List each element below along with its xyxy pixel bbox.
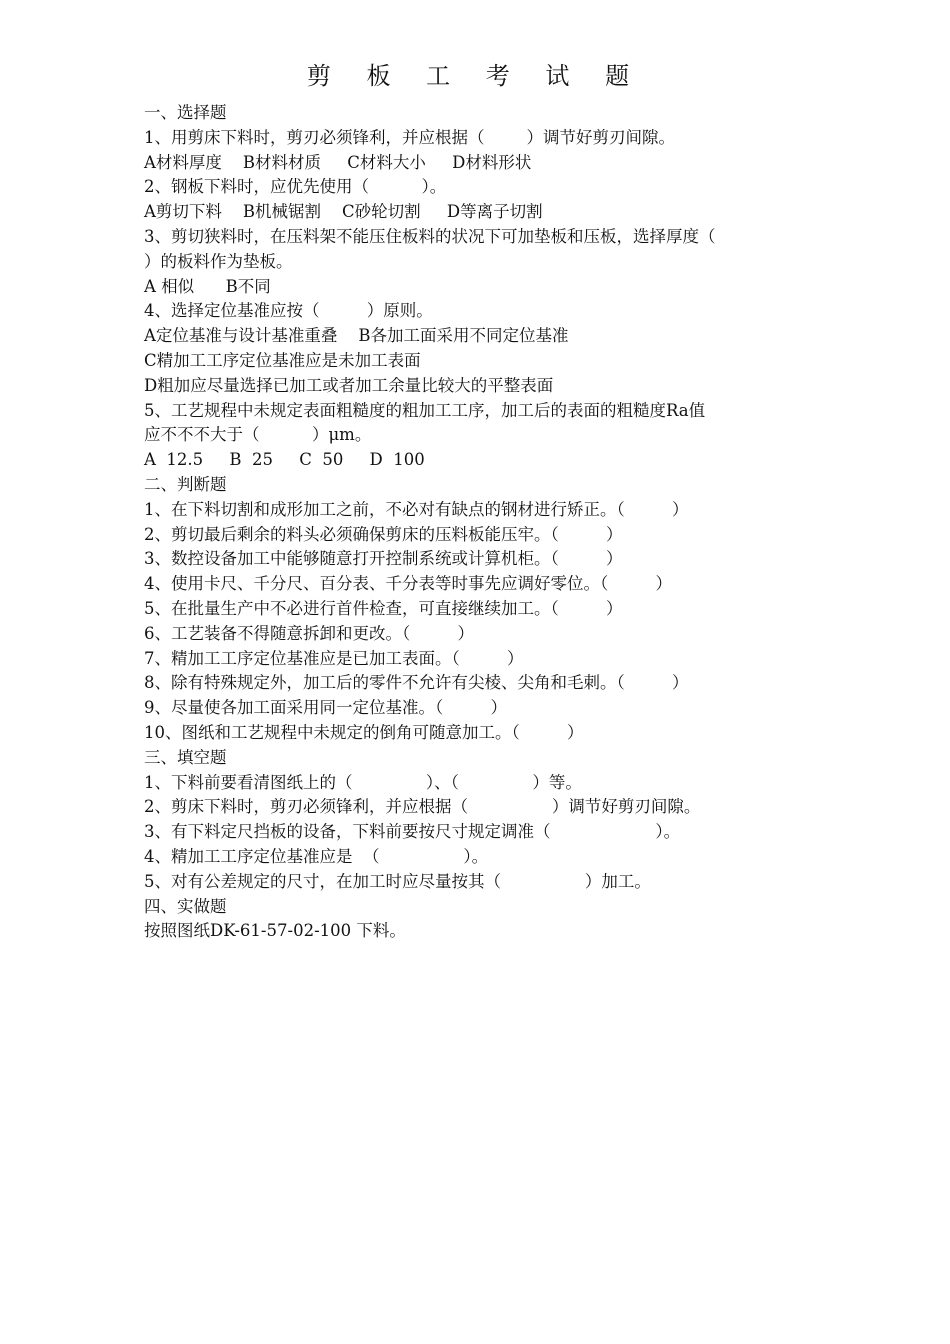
- question-text: 2、剪切最后剩余的料头必须确保剪床的压料板能压牢。（ ）: [144, 524, 623, 544]
- question-text: 4、使用卡尺、千分尺、百分表、千分表等时事先应调好零位。（ ）: [144, 574, 672, 594]
- section-heading-fill-in: 三、填空题: [144, 747, 227, 767]
- question-text: 2、钢板下料时，应优先使用（ ）。: [144, 177, 447, 197]
- question-text: 7、精加工工序定位基准应是已加工表面。（ ）: [144, 648, 524, 668]
- question-text: 5、在批量生产中不必进行首件检查，可直接继续加工。（ ）: [144, 598, 623, 618]
- question-text: 1、在下料切割和成形加工之前，不必对有缺点的钢材进行矫正。（ ）: [144, 499, 689, 519]
- answer-options: A剪切下料 B机械锯割 C砂轮切割 D等离子切割: [144, 202, 543, 222]
- question-text-continued: ）的板料作为垫板。: [144, 251, 293, 271]
- document-title: 剪 板 工 考 试 题: [306, 62, 644, 90]
- question-text: 5、对有公差规定的尺寸，在加工时应尽量按其（ ）加工。: [144, 871, 651, 891]
- answer-option: A定位基准与设计基准重叠 B各加工面采用不同定位基准: [144, 326, 569, 346]
- question-text: 1、用剪床下料时，剪刃必须锋利，并应根据（ ）调节好剪刃间隙。: [144, 127, 675, 147]
- answer-options: A材料厚度 B材料材质 C材料大小 D材料形状: [144, 152, 532, 172]
- question-text: 8、除有特殊规定外，加工后的零件不允许有尖棱、尖角和毛刺。（ ）: [144, 673, 689, 693]
- question-text-continued: 应不不不大于（ ）μm。: [144, 425, 372, 445]
- answer-option: D粗加应尽量选择已加工或者加工余量比较大的平整表面: [144, 375, 554, 395]
- question-text: 2、剪床下料时，剪刃必须锋利，并应根据（ ）调节好剪刃间隙。: [144, 797, 701, 817]
- question-text: 3、数控设备加工中能够随意打开控制系统或计算机柜。（ ）: [144, 549, 623, 569]
- question-text: 3、有下料定尺挡板的设备，下料前要按尺寸规定调准（ ）。: [144, 822, 681, 842]
- section-heading-choice: 一、选择题: [144, 103, 227, 122]
- question-text: 10、图纸和工艺规程中未规定的倒角可随意加工。（ ）: [144, 722, 584, 742]
- question-text: 5、工艺规程中未规定表面粗糙度的粗加工工序，加工后的表面的粗糙度Ra值: [144, 400, 706, 420]
- question-text: 4、精加工工序定位基准应是 （ ）。: [144, 846, 489, 866]
- practical-task-text: 按照图纸DK-61-57-02-100 下料。: [144, 921, 406, 941]
- answer-option: C精加工工序定位基准应是未加工表面: [144, 350, 421, 370]
- section-heading-judgment: 二、判断题: [144, 474, 227, 494]
- answer-options: A 相似 B不同: [144, 276, 271, 296]
- section-heading-practical: 四、实做题: [144, 896, 227, 916]
- question-text: 6、工艺装备不得随意拆卸和更改。（ ）: [144, 623, 474, 643]
- question-text: 3、剪切狭料时，在压料架不能压住板料的状况下可加垫板和压板，选择厚度（: [144, 226, 716, 246]
- question-text: 9、尽量使各加工面采用同一定位基准。（ ）: [144, 698, 507, 718]
- question-text: 1、下料前要看清图纸上的（ ）、（ ）等。: [144, 772, 582, 792]
- question-text: 4、选择定位基准应按（ ）原则。: [144, 301, 433, 321]
- answer-options: A 12.5 B 25 C 50 D 100: [144, 450, 425, 470]
- document-body: [144, 101, 824, 944]
